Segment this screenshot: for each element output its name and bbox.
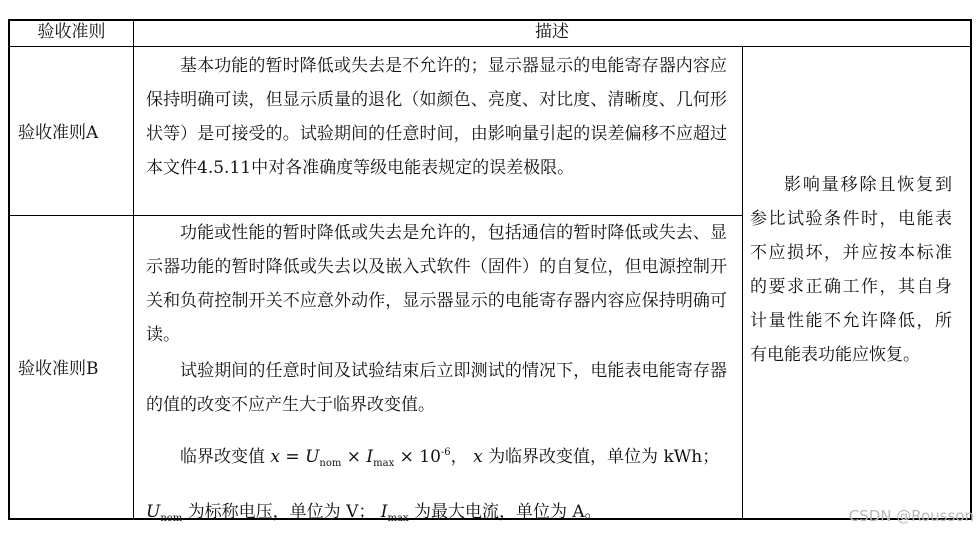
row-a-label: 验收准则A [18, 123, 99, 143]
table-border-right [970, 19, 972, 520]
units-note: $U_{nom}$ 为标称电压，单位为 V； $I_{max}$ 为最大电流，单位为 A。 [146, 502, 602, 524]
row-a-text: 基本功能的暂时降低或失去是不允许的；显示器显示的电能寄存器内容应保持明确可读，但显示质量的退化（如颜色、亮度、对比度、清晰度、几何形状等）是可接受的。试验期间的任意时间，由影响量引起的误差偏移不应超过本文件4.5.11中对各准确度等级电能表规定的误差极限。 [146, 56, 727, 178]
table-border-left [8, 19, 10, 520]
col-divider-1 [133, 19, 134, 520]
row-b-paragraph-1: 功能或性能的暂时降低或失去是允许的，包括通信的暂时降低或失去、显示器功能的暂时降低或失去以及嵌入式软件（固件）的自复位，但电源控制开关和负荷控制开关不应意外动作，显示器显示的电能寄存器内容应保持明确可读。 [146, 223, 727, 345]
shared-requirement [750, 168, 952, 372]
watermark: CSDN @Rousson [848, 507, 974, 525]
formula-suffix: 为临界改变值，单位为 kWh； [488, 447, 720, 467]
imax-description: 为最大电流，单位为 A。 [414, 502, 602, 522]
row-a-description [146, 49, 727, 185]
formula-prefix: 临界改变值 [180, 447, 265, 467]
row-b-label: 验收准则B [18, 359, 99, 379]
shared-requirement-text: 影响量移除且恢复到参比试验条件时，电能表不应损坏，并应按本标准的要求正确工作，其自身计量性能不允许降低，所有电能表功能应恢复。 [750, 175, 952, 365]
header-criteria: 验收准则 [37, 22, 106, 42]
col-divider-2 [742, 46, 743, 520]
unom-description: 为标称电压，单位为 V； [187, 502, 376, 522]
critical-change-formula: 临界改变值 $x = U_{nom} \times I_{max} \times 10^{-6}$， x 为临界改变值，单位为 kWh； [180, 447, 720, 469]
header-description: 描述 [535, 22, 569, 42]
acceptance-criteria-table [8, 19, 972, 524]
row-b-paragraph-2: 试验期间的任意时间及试验结束后立即测试的情况下，电能表电能寄存器的值的改变不应产生大于临界改变值。 [146, 361, 727, 415]
row-b-description [146, 216, 727, 536]
